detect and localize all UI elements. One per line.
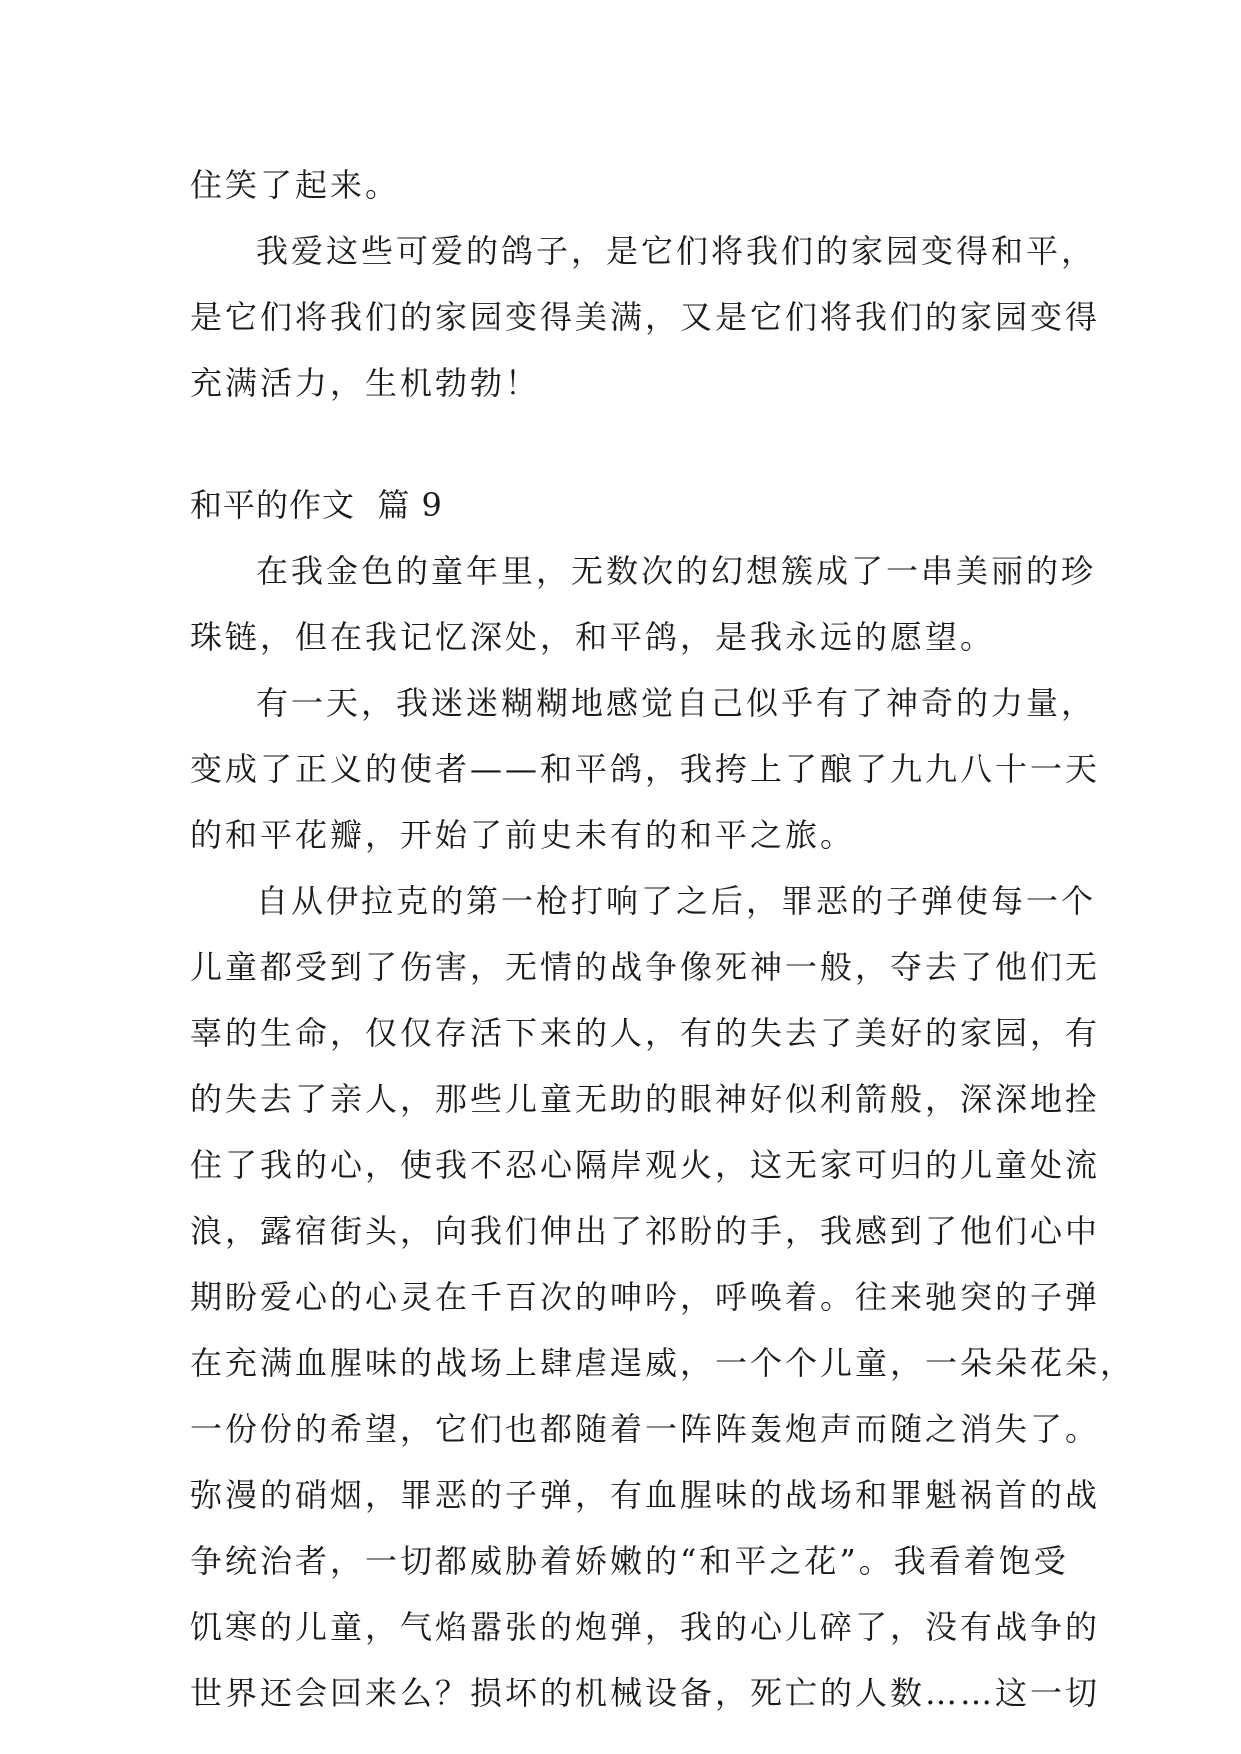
text-line: 自从伊拉克的第一枪打响了之后，罪恶的子弹使每一个: [256, 882, 1097, 920]
document-body: [190, 152, 1136, 1726]
paragraph-continuation: [190, 152, 1070, 218]
text-line: 有一天，我迷迷糊糊地感觉自己似乎有了神奇的力量，: [256, 684, 1097, 722]
text-line: 在充满血腥味的战场上肆虐逞威，一个个儿童，一朵朵花朵，: [190, 1344, 1136, 1382]
text-line: 争统治者，一切都威胁着娇嫩的“和平之花”。我看着饱受: [190, 1542, 1069, 1580]
text-line: 充满活力，生机勃勃！: [190, 364, 541, 402]
text-line: 在我金色的童年里，无数次的幻想簇成了一串美丽的珍: [256, 552, 1097, 590]
section-spacer: [190, 416, 1070, 472]
text-line: 儿童都受到了伤害，无情的战争像死神一般，夺去了他们无: [190, 948, 1101, 986]
paragraph: [190, 670, 1101, 868]
section-title: 和平的作文 篇 9: [190, 486, 443, 524]
text-line: 我爱这些可爱的鸽子，是它们将我们的家园变得和平，: [256, 232, 1097, 270]
text-line: 弥漫的硝烟，罪恶的子弹，有血腥味的战场和罪魁祸首的战: [190, 1476, 1101, 1514]
paragraph: [190, 218, 1101, 416]
text-line: 的和平花瓣，开始了前史未有的和平之旅。: [190, 816, 856, 854]
text-line: 浪，露宿街头，向我们伸出了祁盼的手，我感到了他们心中: [190, 1212, 1101, 1250]
text-line: 的失去了亲人，那些儿童无助的眼神好似利箭般，深深地拴: [190, 1080, 1101, 1118]
text-line: 世界还会回来么？损坏的机械设备，死亡的人数……这一切: [190, 1674, 1101, 1712]
text-line: 是它们将我们的家园变得美满，又是它们将我们的家园变得: [190, 298, 1101, 336]
text-line: 饥寒的儿童，气焰嚣张的炮弹，我的心儿碎了，没有战争的: [190, 1608, 1101, 1646]
text-line: 变成了正义的使者——和平鸽，我挎上了酿了九九八十一天: [190, 750, 1101, 788]
text-line: 住了我的心，使我不忍心隔岸观火，这无家可归的儿童处流: [190, 1146, 1101, 1184]
paragraph: [190, 868, 1136, 1726]
text-line: 住笑了起来。: [190, 166, 401, 204]
text-line: 期盼爱心的心灵在千百次的呻吟，呼唤着。往来驰突的子弹: [190, 1278, 1101, 1316]
paragraph: [190, 538, 1097, 670]
text-line: 辜的生命，仅仅存活下来的人，有的失去了美好的家园，有: [190, 1014, 1101, 1052]
text-line: 一份份的希望，它们也都随着一阵阵轰炮声而随之消失了。: [190, 1410, 1101, 1448]
text-line: 珠链，但在我记忆深处，和平鸽，是我永远的愿望。: [190, 618, 996, 656]
